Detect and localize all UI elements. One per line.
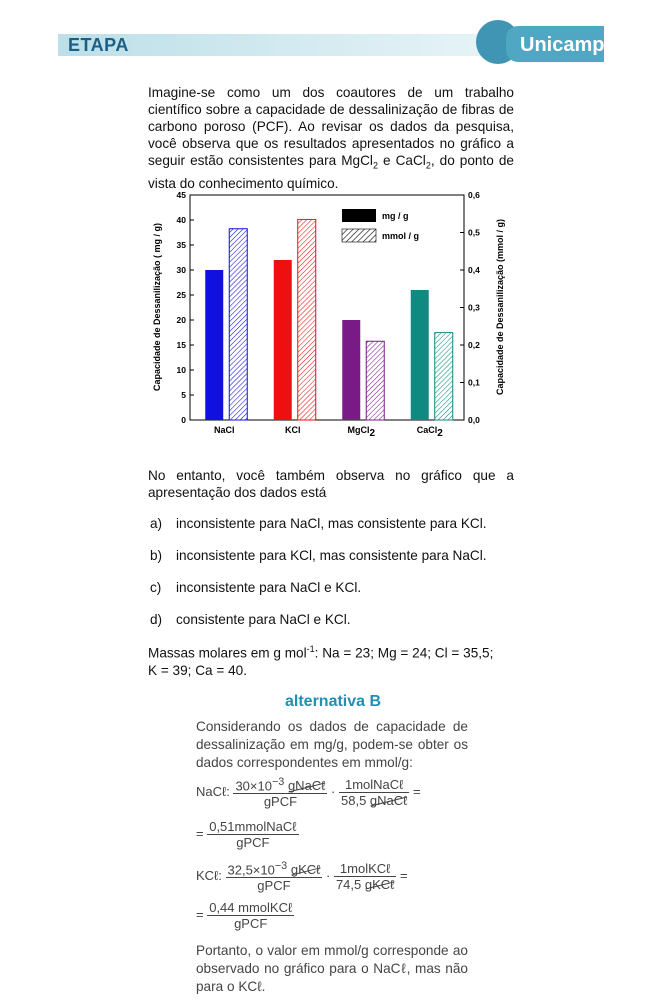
option-d-letter: d)	[150, 612, 163, 627]
nacl-result-num: 0,51mmolNaCℓ	[209, 819, 297, 834]
kcl-result-fraction	[207, 900, 294, 931]
option-c-text: inconsistente para NaCl e KCl.	[176, 580, 362, 595]
nacl-fraction-1	[233, 776, 327, 809]
option-c	[150, 580, 361, 595]
y-tick-label: 45	[176, 190, 186, 200]
nacl-dot: ·	[331, 784, 336, 800]
y2-tick-label: 0,1	[468, 377, 480, 388]
kcl-result-den: gPCF	[234, 916, 268, 931]
y-tick-label: 30	[176, 265, 186, 275]
y2-tick-label: 0,3	[468, 302, 480, 313]
option-b-letter: b)	[150, 548, 163, 563]
option-b	[150, 548, 487, 563]
nacl-exp: −3	[271, 776, 285, 788]
y-tick-label: 15	[176, 340, 186, 350]
y-tick-label: 35	[176, 240, 186, 250]
y-tick-label: 40	[176, 215, 186, 225]
molar-text-a: Massas molares em g mol	[148, 645, 307, 661]
y-tick-label: 0	[181, 415, 186, 425]
option-d	[150, 612, 351, 627]
etapa-logo: ETAPA	[68, 35, 129, 55]
unicamp-label: Unicamp	[520, 34, 605, 56]
answer-title: alternativa B	[285, 693, 382, 710]
nacl-num1: 30×10	[235, 778, 272, 794]
y2-tick-label: 0,5	[468, 227, 480, 238]
kcl-num2: 1molKCℓ	[334, 861, 396, 877]
kcl-fraction-1	[226, 860, 323, 893]
option-d-text: consistente para NaCl e KCl.	[176, 612, 351, 627]
option-c-letter: c)	[150, 580, 162, 595]
kcl-result-num: 0,44 mmolKCℓ	[209, 900, 293, 915]
y-axis-label: Capacidade de Dessanilização ( mg / g)	[152, 222, 162, 392]
option-b-text: inconsistente para KCl, mas consistente para NaCl.	[176, 548, 487, 563]
nacl-calc	[196, 776, 421, 809]
kcl-dot: ·	[325, 868, 331, 884]
nacl-result-fraction	[207, 819, 298, 850]
intro-text-3: , do ponto de vista do conhecimento químico.	[148, 153, 514, 191]
y2-tick-label: 0,6	[468, 190, 480, 200]
nacl-den2a: 58,5	[341, 793, 370, 809]
nacl-label: NaCℓ:	[196, 784, 230, 800]
x-tick-label: KCl	[285, 425, 301, 435]
nacl-result-equals: =	[196, 825, 204, 841]
x-tick-label: MgCl2	[347, 425, 376, 439]
after-chart-text: No entanto, você também observa no gráfico que a apresentação dos dados está	[148, 468, 514, 500]
solution-intro: Considerando os dados de capacidade de dessalinização em mg/g, podem-se obter os dados correspondentes em mmol/g:	[196, 719, 468, 770]
molar-masses	[148, 641, 514, 679]
bar-mg-CaCl2	[411, 290, 429, 420]
bar-mg-KCl	[274, 260, 292, 420]
kcl-fraction-2	[334, 861, 396, 892]
legend-label-mmol: mmol / g	[382, 231, 420, 241]
legend-swatch-mmol	[342, 229, 376, 242]
molar-text-b: : Na = 23; Mg = 24; Cl = 35,5;	[314, 645, 494, 661]
bar-mmol-CaCl2	[435, 333, 453, 420]
bar-mg-MgCl2	[342, 320, 360, 420]
nacl-den2b: gNaCℓ	[369, 793, 408, 809]
kcl-den1: gPCF	[257, 878, 291, 894]
intro-subscript-2: 2	[425, 160, 431, 171]
y-tick-label: 20	[176, 315, 186, 325]
kcl-exp: −3	[274, 860, 288, 872]
solution-conclusion: Portanto, o valor em mmol/g corresponde ao observado no gráfico para o NaCℓ, mas não para o KCℓ.	[196, 943, 468, 994]
bar-mmol-KCl	[298, 219, 316, 420]
y-tick-label: 5	[181, 390, 186, 400]
bar-mmol-NaCl	[229, 229, 247, 420]
option-a-letter: a)	[150, 516, 163, 531]
bar-mg-NaCl	[205, 270, 223, 420]
legend-label-mg: mg / g	[382, 211, 409, 221]
kcl-calc	[196, 860, 408, 893]
nacl-num1-unit: gNaCℓ	[287, 778, 326, 794]
kcl-equals: =	[399, 868, 408, 884]
molar-text-line2: K = 39; Ca = 40.	[148, 662, 247, 678]
option-a-text: inconsistente para NaCl, mas consistente para KCl.	[176, 516, 487, 531]
y2-tick-label: 0,4	[468, 265, 480, 275]
intro-text-2: e CaCl	[377, 153, 426, 168]
nacl-den1: gPCF	[263, 794, 298, 810]
bar-mmol-MgCl2	[366, 341, 384, 420]
question-intro	[148, 84, 514, 192]
y-tick-label: 25	[176, 290, 186, 300]
nacl-result	[196, 819, 299, 850]
kcl-den2a: 74,5	[335, 877, 365, 893]
kcl-result	[196, 900, 294, 931]
kcl-result-equals: =	[196, 906, 204, 922]
option-a	[150, 516, 487, 531]
kcl-den2b: gKCℓ	[364, 877, 395, 893]
nacl-result-den: gPCF	[236, 835, 270, 850]
unicamp-badge	[470, 20, 610, 66]
y2-axis-label: Capacidade de Dessanilização (mmol / g)	[495, 218, 505, 396]
nacl-num2: 1molNaCℓ	[339, 777, 409, 793]
x-tick-label: CaCl2	[416, 425, 443, 439]
kcl-label: KCℓ:	[196, 868, 222, 884]
nacl-fraction-2	[339, 777, 409, 808]
legend-swatch-mg	[342, 209, 376, 222]
molar-superscript: -1	[306, 644, 315, 654]
y2-tick-label: 0,0	[468, 415, 480, 425]
intro-text-1: Imagine-se como um dos coautores de um trabalho científico sobre a capacidade de dessalinização de fibras de carbono poroso (PCF). Ao revisar os dados da pesquisa, você observa que os resultados apresentados no gráfico a seguir estão consistentes para MgCl	[148, 85, 514, 168]
kcl-num1: 32,5×10	[227, 862, 275, 878]
nacl-equals: =	[413, 784, 421, 800]
desalination-chart	[148, 185, 518, 445]
kcl-num1-unit: gKCℓ	[290, 862, 321, 878]
y-tick-label: 10	[176, 365, 186, 375]
x-tick-label: NaCl	[213, 425, 235, 435]
intro-subscript-1: 2	[372, 160, 378, 171]
y2-tick-label: 0,2	[468, 340, 480, 350]
